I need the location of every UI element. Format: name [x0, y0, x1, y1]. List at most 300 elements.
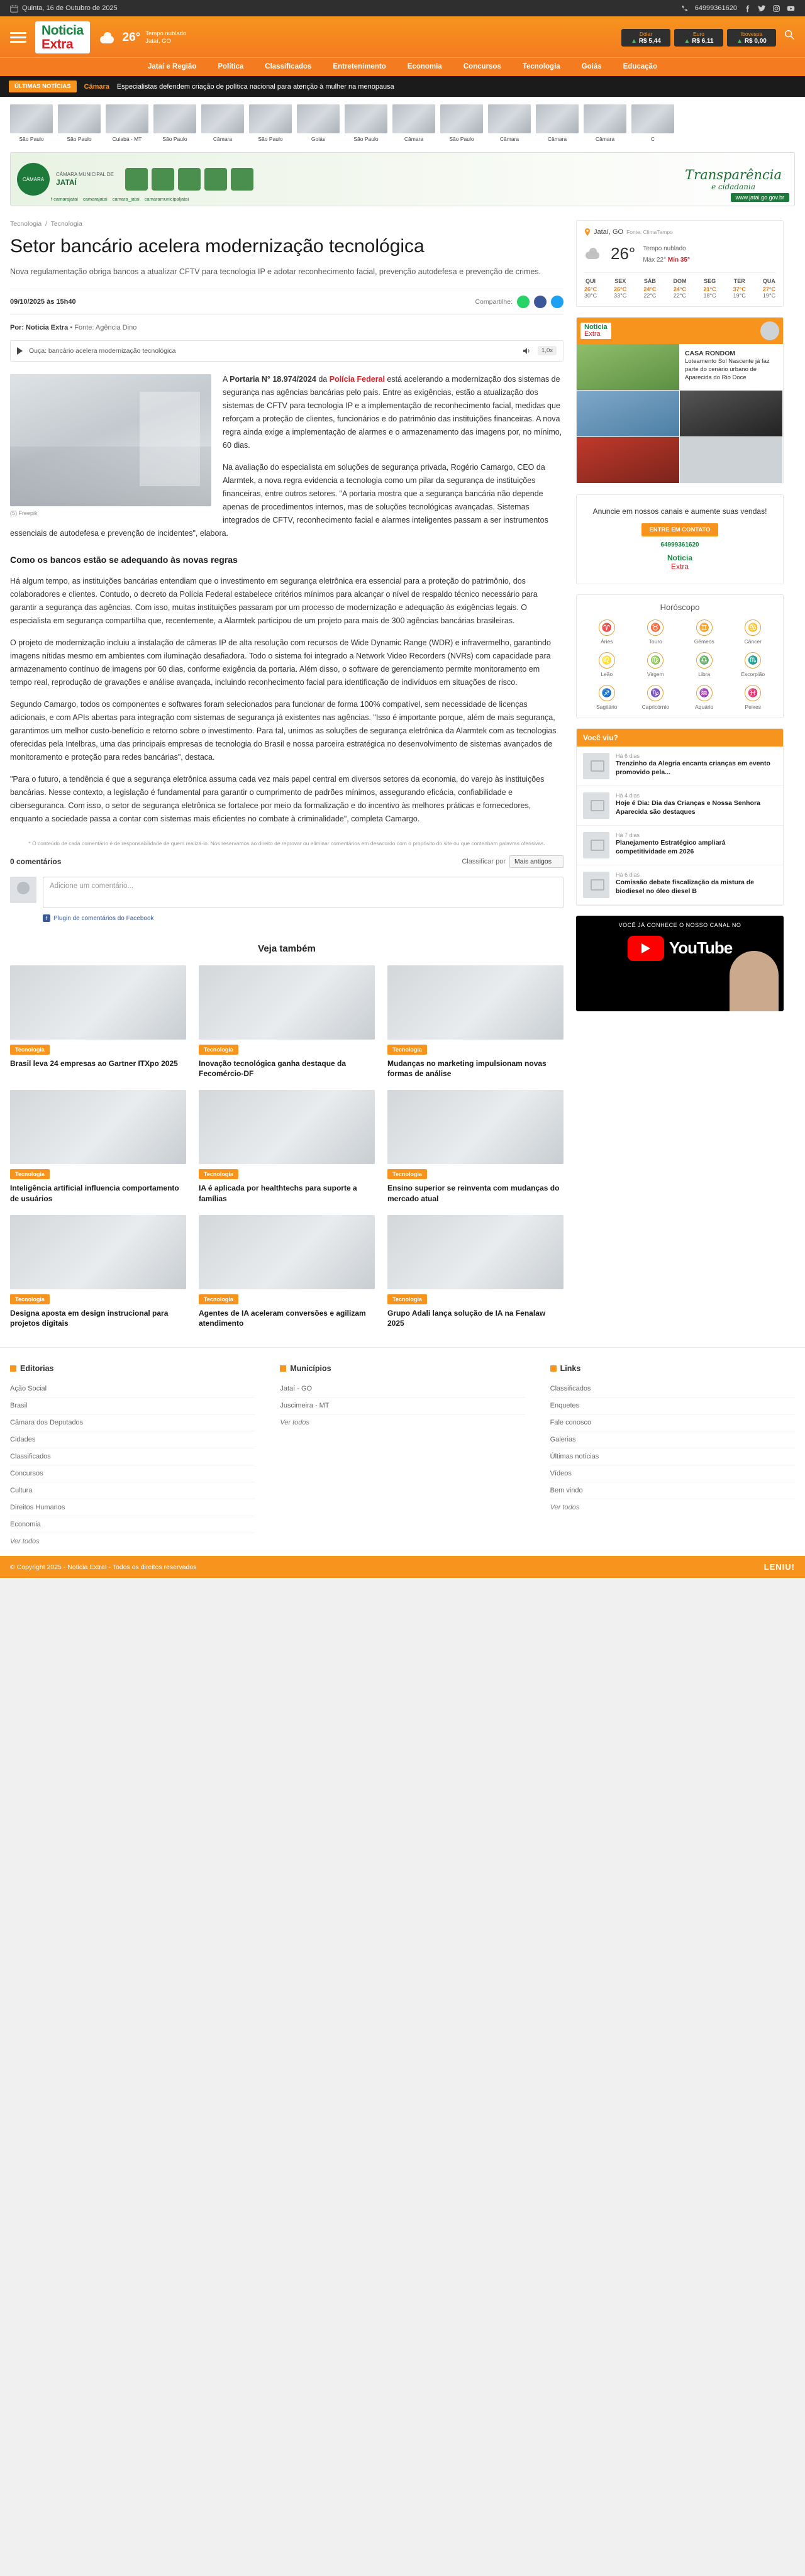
comments-disclaimer: * O conteúdo de cada comentário é de responsabilidade de quem realizá-lo. Nos reservamos ao direito de reprovar ou eliminar comentários em desacordo com o propósito do site ou que contenham palavras ofensivas.: [28, 840, 545, 847]
copyright-text: © Copyright 2025 - Noticia Extra! - Todos os direitos reservados: [10, 1563, 197, 1571]
footer-link[interactable]: Jataí - GO: [280, 1380, 525, 1397]
sign-leao[interactable]: ♌ Leão: [584, 652, 630, 677]
speaker-icon[interactable]: [523, 347, 531, 355]
list-item[interactable]: [584, 104, 626, 142]
weather-source: Fonte: ClimaTempo: [626, 229, 673, 235]
item-ago: Há 4 dias: [616, 792, 640, 799]
comment-input[interactable]: Adicione um comentário...: [43, 877, 564, 908]
search-icon[interactable]: [784, 29, 795, 40]
byline-author: Por: Noticia Extra: [10, 323, 69, 331]
weather-location-row: [584, 228, 775, 236]
image-placeholder-icon: [464, 1243, 487, 1261]
thumb-caption: São Paulo: [67, 136, 92, 142]
copyright-bar: [0, 1556, 805, 1578]
thumb-image: [297, 104, 340, 133]
comments-count: 0 comentários: [10, 857, 62, 867]
footer-link-more[interactable]: Ver todos: [280, 1419, 310, 1427]
logo-line2: Extra: [42, 37, 74, 52]
forecast-day: TER 37°C 19°C: [733, 278, 746, 299]
sign-aries[interactable]: ♈ Áries: [584, 619, 630, 645]
list-item[interactable]: [387, 1090, 564, 1203]
site-header: [0, 16, 805, 57]
footer-link[interactable]: Concursos: [10, 1465, 255, 1482]
footer-link[interactable]: Vídeos: [550, 1465, 795, 1482]
footer-link[interactable]: Brasil: [10, 1397, 255, 1414]
thumb-caption: C: [650, 136, 655, 142]
quotes-group: [621, 29, 776, 47]
ad-image-2: [577, 391, 680, 437]
card-image: [387, 965, 564, 1040]
list-item[interactable]: [249, 104, 292, 142]
capricorn-icon: ♑: [647, 685, 663, 701]
list-item[interactable]: [10, 1090, 186, 1203]
item-title: Comissão debate fiscalização da mistura de biodiesel no óleo diesel B: [616, 878, 754, 895]
list-item[interactable]: [153, 104, 196, 142]
image-placeholder-icon: [87, 994, 109, 1011]
quote-euro: Euro ▲ R$ 6,11: [674, 29, 723, 47]
nav-item-7[interactable]: Goiás: [581, 63, 602, 70]
footer-link[interactable]: Classificados: [10, 1448, 255, 1465]
page-title: Setor bancário acelera modernização tecnológica: [10, 236, 425, 257]
advertise-promo[interactable]: [576, 494, 784, 584]
comments-header: [10, 855, 564, 868]
weather-min: Mín 35°: [667, 257, 691, 264]
card-image: [199, 1215, 375, 1289]
article-date: 09/10/2025 às 15h40: [10, 297, 76, 306]
footer-link[interactable]: Cultura: [10, 1482, 255, 1499]
thumb-caption: São Paulo: [353, 136, 379, 142]
camara-crest-icon: CÂMARA: [17, 163, 50, 196]
quote-dolar: Dólar ▲ R$ 5,44: [621, 29, 670, 47]
sign-sagitario[interactable]: ♐ Sagitário: [584, 685, 630, 710]
thumb-image: [201, 104, 244, 133]
footer-link[interactable]: Direitos Humanos: [10, 1499, 255, 1516]
list-item[interactable]: [392, 104, 435, 142]
article-paragraph-2: Há algum tempo, as instituições bancárias entendiam que o investimento em segurança eletrônica era essencial para a proteção do patrimônio, dos colaboradores e clientes. Contudo, o decreto da Polícia Federal estabelece critérios mínimos para alcançar o nível de respaldo técnico necessário para garantir a segurança das agências. Com isso, muitas instituições passaram por um processo de modernização e adequação às exigências legais. O especialista em segurança compartilha que, recentemente, a Alarmtek participou de um projeto para mais de 300 agências bancárias brasileiras.: [10, 577, 538, 626]
header-weather-temp: 26°: [122, 30, 141, 44]
article-section-heading: Como os bancos estão se adequando às novas regras: [10, 554, 238, 565]
aquarius-icon: ♒: [696, 685, 713, 701]
youtube-promo[interactable]: [576, 916, 784, 1011]
card-image: [199, 1090, 375, 1164]
thumb-image: [345, 104, 387, 133]
card-tag[interactable]: Tecnologia: [10, 1169, 50, 1179]
card-title[interactable]: Grupo Adali lança solução de IA na Fenalaw 2025: [387, 1308, 546, 1328]
list-item[interactable]: [199, 965, 375, 1079]
list-item[interactable]: [199, 1215, 375, 1328]
thumb-caption: Câmara: [404, 136, 424, 142]
presenter-photo: [730, 951, 779, 1011]
banner-wrap: [0, 150, 805, 215]
card-title[interactable]: IA é aplicada por healthtechs para suporte a famílias: [199, 1184, 357, 1203]
list-item[interactable]: [488, 104, 531, 142]
instagram-icon[interactable]: [772, 4, 780, 13]
scorpio-icon: ♏: [745, 652, 761, 669]
promo-phone[interactable]: 64999361620: [660, 541, 699, 548]
nav-item-5[interactable]: Concursos: [463, 63, 501, 70]
sign-peixes[interactable]: ♓ Peixes: [731, 685, 776, 710]
card-title[interactable]: Designa aposta em design instrucional para projetos digitais: [10, 1308, 169, 1328]
libra-icon: ♎: [696, 652, 713, 669]
item-title: Trenzinho da Alegria encanta crianças em evento promovido pela...: [616, 759, 770, 776]
avatar: [760, 321, 779, 340]
youtube-icon: [628, 936, 664, 961]
footer-link[interactable]: Fale conosco: [550, 1414, 795, 1431]
youtube-icon[interactable]: [787, 4, 795, 13]
thumb-caption: São Paulo: [162, 136, 187, 142]
card-title[interactable]: Agentes de IA aceleram conversões e agilizam atendimento: [199, 1308, 366, 1328]
audio-player[interactable]: [10, 340, 564, 362]
card-image: [387, 1090, 564, 1164]
nav-item-4[interactable]: Economia: [407, 63, 442, 70]
taurus-icon: ♉: [647, 619, 663, 636]
playback-rate[interactable]: 1,0x: [538, 346, 557, 355]
article-paragraph-3: O projeto de modernização incluiu a instalação de câmeras IP de alta resolução com recursos de Wide Dynamic Range (WDR) e infravermelho, garantindo imagens nítidas mesmo em ambientes com iluminação desafiadora. Todo o sistema foi integrado a Network Video Recorders (NVRs) com capacidade para armazenamento contínuo de imagens por 60 dias, conforme exigência da portaria. Além disso, o software de gerenciamento permite monitoramento em tempo real, reprodução de gravações e análise avançada, incluindo reconhecimento facial para identificação de indivíduos em situações de risco.: [10, 638, 551, 687]
footer-link[interactable]: Últimas notícias: [550, 1448, 795, 1465]
whatsapp-share-icon[interactable]: [517, 296, 530, 308]
item-title: Planejamento Estratégico ampliará competitividade em 2026: [616, 838, 726, 855]
footer-link-more[interactable]: Ver todos: [550, 1504, 580, 1512]
byline-source: Fonte: Agência Dino: [74, 323, 137, 331]
card-tag[interactable]: Tecnologia: [10, 1045, 50, 1055]
thumbnail-strip: [0, 97, 805, 150]
thumb-image: [583, 792, 609, 819]
facebook-icon[interactable]: [743, 4, 752, 13]
topbar-left: [10, 4, 118, 13]
main-nav: [0, 57, 805, 76]
thumb-caption: Câmara: [547, 136, 567, 142]
card-tag[interactable]: Tecnologia: [199, 1045, 238, 1055]
banner-script-text: Transparência e cidadania: [685, 167, 782, 191]
inline-link-policia-federal[interactable]: Polícia Federal: [329, 374, 385, 384]
thumb-image: [58, 104, 101, 133]
forecast-day: SÁB 24°C 22°C: [643, 278, 657, 299]
pisces-icon: ♓: [745, 685, 761, 701]
banner-socials: [51, 196, 189, 202]
phone-icon[interactable]: [680, 4, 689, 13]
pin-icon: [280, 1365, 286, 1372]
weather-widget: [576, 220, 784, 307]
thumb-caption: Câmara: [213, 136, 233, 142]
image-placeholder-icon: [87, 1243, 109, 1261]
share-group: [475, 296, 564, 308]
weather-forecast: [584, 272, 775, 299]
image-placeholder-icon: [464, 994, 487, 1011]
footer-col-links: [550, 1364, 795, 1550]
card-title[interactable]: Inteligência artificial influencia comportamento de usuários: [10, 1184, 179, 1203]
article-meta: [10, 289, 564, 315]
ad-banner-camara[interactable]: [10, 152, 795, 206]
forecast-day: SEG 21°C 18°C: [703, 278, 716, 299]
ad-text-1: CASA RONDOM Loteamento Sol Nascente já faz parte do cenário urbano de Aparecida do Rio Doce: [685, 350, 770, 381]
card-image: [387, 1215, 564, 1289]
nav-item-2[interactable]: Classificados: [265, 63, 312, 70]
comment-composer: [10, 877, 564, 908]
ad-image-1: [577, 344, 680, 391]
sign-escorpiao[interactable]: ♏ Escorpião: [731, 652, 776, 677]
thumb-caption: Goiás: [311, 136, 326, 142]
footer-heading-links: Links: [550, 1364, 795, 1373]
sign-libra[interactable]: ♎ Libra: [682, 652, 727, 677]
card-title[interactable]: Brasil leva 24 empresas ao Gartner ITXpo 2025: [10, 1059, 178, 1069]
avatar: [10, 877, 36, 903]
share-label: Compartilhe:: [475, 297, 513, 306]
banner-icon-4: [204, 168, 227, 191]
pin-icon: [584, 228, 591, 236]
banner-social-3[interactable]: camaramunicipaljatai: [144, 196, 189, 202]
you-saw-title: Você viu?: [577, 729, 783, 747]
footer-col-editorias: [10, 1364, 255, 1550]
image-placeholder-icon: [87, 1118, 109, 1136]
thumb-image: [153, 104, 196, 133]
card-title[interactable]: Ensino superior se reinventa com mudanças do mercado atual: [387, 1184, 560, 1203]
item-ago: Há 6 dias: [616, 871, 640, 878]
list-item[interactable]: [10, 1215, 186, 1328]
related-heading: Veja também: [258, 943, 316, 955]
breaking-text[interactable]: Especialistas defendem criação de política nacional para atenção à mulher na menopausa: [116, 82, 394, 91]
thumb-image: [583, 832, 609, 858]
list-item[interactable]: [10, 965, 186, 1079]
thumb-caption: São Paulo: [449, 136, 474, 142]
youtube-wordmark: YouTube: [669, 938, 733, 958]
card-tag[interactable]: Tecnologia: [387, 1045, 427, 1055]
youtube-promo-text: VOCÊ JÁ CONHECE O NOSSO CANAL NO: [618, 921, 741, 928]
list-item[interactable]: [536, 104, 579, 142]
list-item[interactable]: [577, 826, 783, 865]
topbar-phone[interactable]: 64999361620: [694, 4, 737, 12]
promo-text: Anuncie em nossos canais e aumente suas vendas!: [592, 507, 767, 516]
article-body: [10, 373, 564, 826]
footer-link[interactable]: Bem vindo: [550, 1482, 795, 1499]
card-tag[interactable]: Tecnologia: [10, 1294, 50, 1304]
ad-grid: [577, 344, 783, 484]
leo-icon: ♌: [599, 652, 615, 669]
footer-link[interactable]: Enquetes: [550, 1397, 795, 1414]
weather-temp: 26°: [611, 243, 636, 263]
quote-ibovespa: Ibovespa ▲ R$ 0,00: [727, 29, 776, 47]
sign-aquario[interactable]: ♒ Aquário: [682, 685, 727, 710]
banner-social-0[interactable]: f camarajatai: [51, 196, 78, 202]
card-tag[interactable]: Tecnologia: [199, 1294, 238, 1304]
banner-social-1[interactable]: camarajatai: [82, 196, 108, 202]
article-figure: [10, 374, 211, 518]
forecast-day: QUA 27°C 19°C: [762, 278, 775, 299]
card-tag[interactable]: Tecnologia: [387, 1169, 427, 1179]
horoscope-widget: [576, 594, 784, 718]
twitter-icon[interactable]: [758, 4, 766, 13]
card-tag[interactable]: Tecnologia: [199, 1169, 238, 1179]
thumb-image: [583, 872, 609, 898]
site-logo[interactable]: [35, 21, 90, 53]
weather-city: Jataí, GO: [594, 228, 624, 236]
sign-cancer[interactable]: ♋ Câncer: [731, 619, 776, 645]
list-item[interactable]: [631, 104, 674, 142]
link-icon: [550, 1365, 557, 1372]
nav-item-0[interactable]: Jataí e Região: [148, 63, 197, 70]
breadcrumb-item-0[interactable]: Tecnologia: [10, 220, 42, 228]
list-item[interactable]: [10, 104, 53, 142]
ad-image-4: [577, 437, 680, 484]
thumb-image: [536, 104, 579, 133]
header-weather[interactable]: [99, 30, 187, 45]
footer-link[interactable]: Juscimeira - MT: [280, 1397, 525, 1414]
list-item[interactable]: [201, 104, 244, 142]
ad-logo: Noticia Extra: [580, 323, 611, 339]
cancer-icon: ♋: [745, 619, 761, 636]
article-paragraph-0: A Portaria N° 18.974/2024 da Polícia Federal está acelerando a modernização dos sistemas de segurança nas agências bancárias pelo país. Entre as exigências, estão a atualização dos sistemas de CFTV para tecnologia IP e a implementação de reconhecimento facial, medidas que reforçam a proteção de clientes, funcionários e do patrimônio das instituições financeiras. A nova regra ainda exige a implementação de alarmes e o armazenamento das imagens por, no mínimo, 60 dias.: [223, 374, 562, 450]
image-placeholder-icon: [275, 1243, 298, 1261]
ad-image-5: [680, 437, 783, 484]
play-icon[interactable]: [17, 347, 23, 355]
list-item[interactable]: [387, 965, 564, 1079]
thumb-image: [440, 104, 483, 133]
card-image: [10, 1215, 186, 1289]
sagittarius-icon: ♐: [599, 685, 615, 701]
breadcrumb-item-1[interactable]: Tecnologia: [50, 220, 82, 228]
footer-heading-editorias: Editorias: [10, 1364, 255, 1373]
facebook-comments-plugin[interactable]: [43, 914, 564, 922]
card-title[interactable]: Inovação tecnológica ganha destaque da Fecomércio-DF: [199, 1059, 347, 1079]
sign-gemeos[interactable]: ♊ Gêmeos: [682, 619, 727, 645]
you-saw-widget: [576, 728, 784, 906]
sign-touro[interactable]: ♉ Touro: [633, 619, 679, 645]
image-placeholder-icon: [275, 1118, 298, 1136]
image-placeholder-icon: [275, 994, 298, 1011]
topbar: [0, 0, 805, 16]
thumb-image: [583, 753, 609, 779]
twitter-share-icon[interactable]: [551, 296, 564, 308]
article-image: [10, 374, 211, 506]
list-item[interactable]: [577, 786, 783, 826]
player-label: Ouça: bancário acelera modernização tecnológica: [29, 347, 176, 355]
header-weather-desc: Tempo nublado Jataí, GO: [145, 30, 187, 45]
card-title[interactable]: Mudanças no marketing impulsionam novas formas de análise: [387, 1059, 547, 1079]
thumb-caption: Câmara: [499, 136, 519, 142]
sidebar: [576, 220, 784, 1328]
nav-item-3[interactable]: Entretenimento: [333, 63, 386, 70]
topbar-right: [680, 4, 795, 13]
newspaper-ad[interactable]: [576, 317, 784, 484]
forecast-day: SEX 26°C 33°C: [614, 278, 627, 299]
article-paragraph-4: Segundo Camargo, todos os componentes e softwares foram selecionados para funcionar de forma 100% compatível, sem necessidade de licenças adicionais, e com APIs abertas para integração com sistemas de segurança já existentes nas agências. "Isso é importante porque, além de mais segurança, garantimos um melhor custo-benefício e retorno sobre o investimento. Para tal, unimos as soluções de segurança eletrônica da Alarmtek com as tecnologias oferecidas pela Intelbras, uma das principais empresas de tecnologia do Brasil e nossa parceira estratégica no desenvolvimento de sistemas avançados de monitoramento e proteção para redes bancárias", destaca.: [10, 700, 557, 762]
logo-line1: Noticia: [42, 23, 84, 38]
article-paragraph-5: "Para o futuro, a tendência é que a segurança eletrônica assuma cada vez mais papel central em diversos setores da economia, do varejo às instituições bancárias. Nesse contexto, a legislação é fundamental para garantir o cumprimento de padrões mínimos, assegurando eficácia, confiabilidade e ciberseguranca. Com isso, o setor de segurança eletrônica se fortalece por meio da formalização e do incentivo às melhores práticas e fornecedores, enquanto a sociedade passa a contar com sistemas mais eficientes no combate à criminalidade", completa Camargo.: [10, 775, 545, 824]
plugin-label: Plugin de comentários do Facebook: [53, 914, 154, 922]
site-footer: [0, 1347, 805, 1556]
breaking-tag: ÚLTIMAS NOTÍCIAS: [9, 80, 77, 92]
aries-icon: ♈: [599, 619, 615, 636]
card-image: [10, 965, 186, 1040]
forecast-day: DOM 24°C 22°C: [673, 278, 687, 299]
image-placeholder-icon: [464, 1118, 487, 1136]
banner-icon-3: [178, 168, 201, 191]
list-item[interactable]: [106, 104, 148, 142]
horoscope-title: Horóscopo: [660, 602, 700, 612]
thumb-caption: Cuiabá - MT: [112, 136, 142, 142]
list-item[interactable]: [387, 1215, 564, 1328]
thumb-caption: Câmara: [595, 136, 615, 142]
cloud-icon: [99, 31, 118, 45]
breaking-source: Câmara: [84, 82, 109, 91]
banner-url[interactable]: www.jatai.go.gov.br: [731, 193, 789, 202]
footer-link[interactable]: Classificados: [550, 1380, 795, 1397]
thumb-image: [10, 104, 53, 133]
thumb-image: [631, 104, 674, 133]
sign-capricornio[interactable]: ♑ Capricórnio: [633, 685, 679, 710]
item-ago: Há 7 dias: [616, 831, 640, 838]
contact-button[interactable]: ENTRE EM CONTATO: [641, 523, 718, 536]
list-item[interactable]: [577, 865, 783, 905]
figure-caption: (5) Freepik: [10, 509, 38, 516]
comments-sort-select[interactable]: Mais antigos: [509, 855, 564, 868]
footer-link[interactable]: Câmara dos Deputados: [10, 1414, 255, 1431]
thumb-caption: São Paulo: [19, 136, 44, 142]
list-item[interactable]: [297, 104, 340, 142]
nav-item-6[interactable]: Tecnologia: [522, 63, 560, 70]
footer-link[interactable]: Cidades: [10, 1431, 255, 1448]
list-item[interactable]: [577, 747, 783, 786]
footer-link-more[interactable]: Ver todos: [10, 1538, 40, 1546]
footer-link[interactable]: Economia: [10, 1516, 255, 1533]
footer-link[interactable]: Galerias: [550, 1431, 795, 1448]
gemini-icon: ♊: [696, 619, 713, 636]
weather-now: [584, 242, 775, 265]
thumb-image: [488, 104, 531, 133]
footer-heading-municipios: Municípios: [280, 1364, 525, 1373]
nav-item-8[interactable]: Educação: [623, 63, 657, 70]
card-image: [199, 965, 375, 1040]
thumb-image: [106, 104, 148, 133]
list-item[interactable]: [345, 104, 387, 142]
related-grid: [10, 965, 564, 1328]
banner-icon-5: [231, 168, 253, 191]
menu-button[interactable]: [10, 32, 26, 43]
horoscope-grid: [584, 619, 775, 710]
article-paragraph-1: Na avaliação do especialista em soluções de segurança privada, Rogério Camargo, CEO da Alarmtek, a nova regra evidencia a tecnologia como um pilar da segurança de instituições financeiras, entre outros setores. "A portaria mostra que a segurança bancária não depende apenas de procedimentos internos, mas de soluções tecnológicas avançadas. Sistemas integrados de CFTV, reconhecimento facial e alarmes inteligentes passam a ser instrumentos essenciais de autodefesa e prevenção de incidentes", elabora.: [10, 462, 548, 538]
card-image: [10, 1090, 186, 1164]
banner-title: CÂMARA MUNICIPAL DE JATAÍ: [56, 172, 114, 187]
list-item[interactable]: [58, 104, 101, 142]
comments-sort-label: Classificar por: [462, 858, 506, 866]
footer-link[interactable]: Ação Social: [10, 1380, 255, 1397]
thumb-caption: São Paulo: [258, 136, 283, 142]
banner-icon-2: [152, 168, 174, 191]
developer-brand[interactable]: LENIU!: [763, 1562, 795, 1572]
article-content: [10, 220, 564, 1328]
banner-social-2[interactable]: camara_jatai: [112, 196, 140, 202]
list-item[interactable]: [199, 1090, 375, 1203]
weather-max: Máx 22°: [643, 257, 667, 264]
header-row: [10, 21, 795, 53]
sign-virgem[interactable]: ♍ Virgem: [633, 652, 679, 677]
ad-image-3: [680, 391, 783, 437]
item-ago: Há 6 dias: [616, 752, 640, 759]
article-byline: Por: Noticia Extra • Fonte: Agência Dino: [10, 323, 137, 331]
footer-col-municipios: [280, 1364, 525, 1550]
breadcrumb: Tecnologia / Tecnologia: [10, 220, 82, 228]
breaking-news-bar: [0, 76, 805, 97]
facebook-share-icon[interactable]: [534, 296, 547, 308]
virgo-icon: ♍: [647, 652, 663, 669]
ad-header: [577, 318, 783, 344]
facebook-icon: f: [43, 914, 50, 922]
item-title: Hoje é Dia: Dia das Crianças e Nossa Senhora Aparecida são destaques: [616, 799, 760, 816]
list-item[interactable]: [440, 104, 483, 142]
topbar-date: Quinta, 16 de Outubro de 2025: [22, 4, 118, 12]
nav-item-1[interactable]: Política: [218, 63, 244, 70]
card-tag[interactable]: Tecnologia: [387, 1294, 427, 1304]
list-icon: [10, 1365, 16, 1372]
